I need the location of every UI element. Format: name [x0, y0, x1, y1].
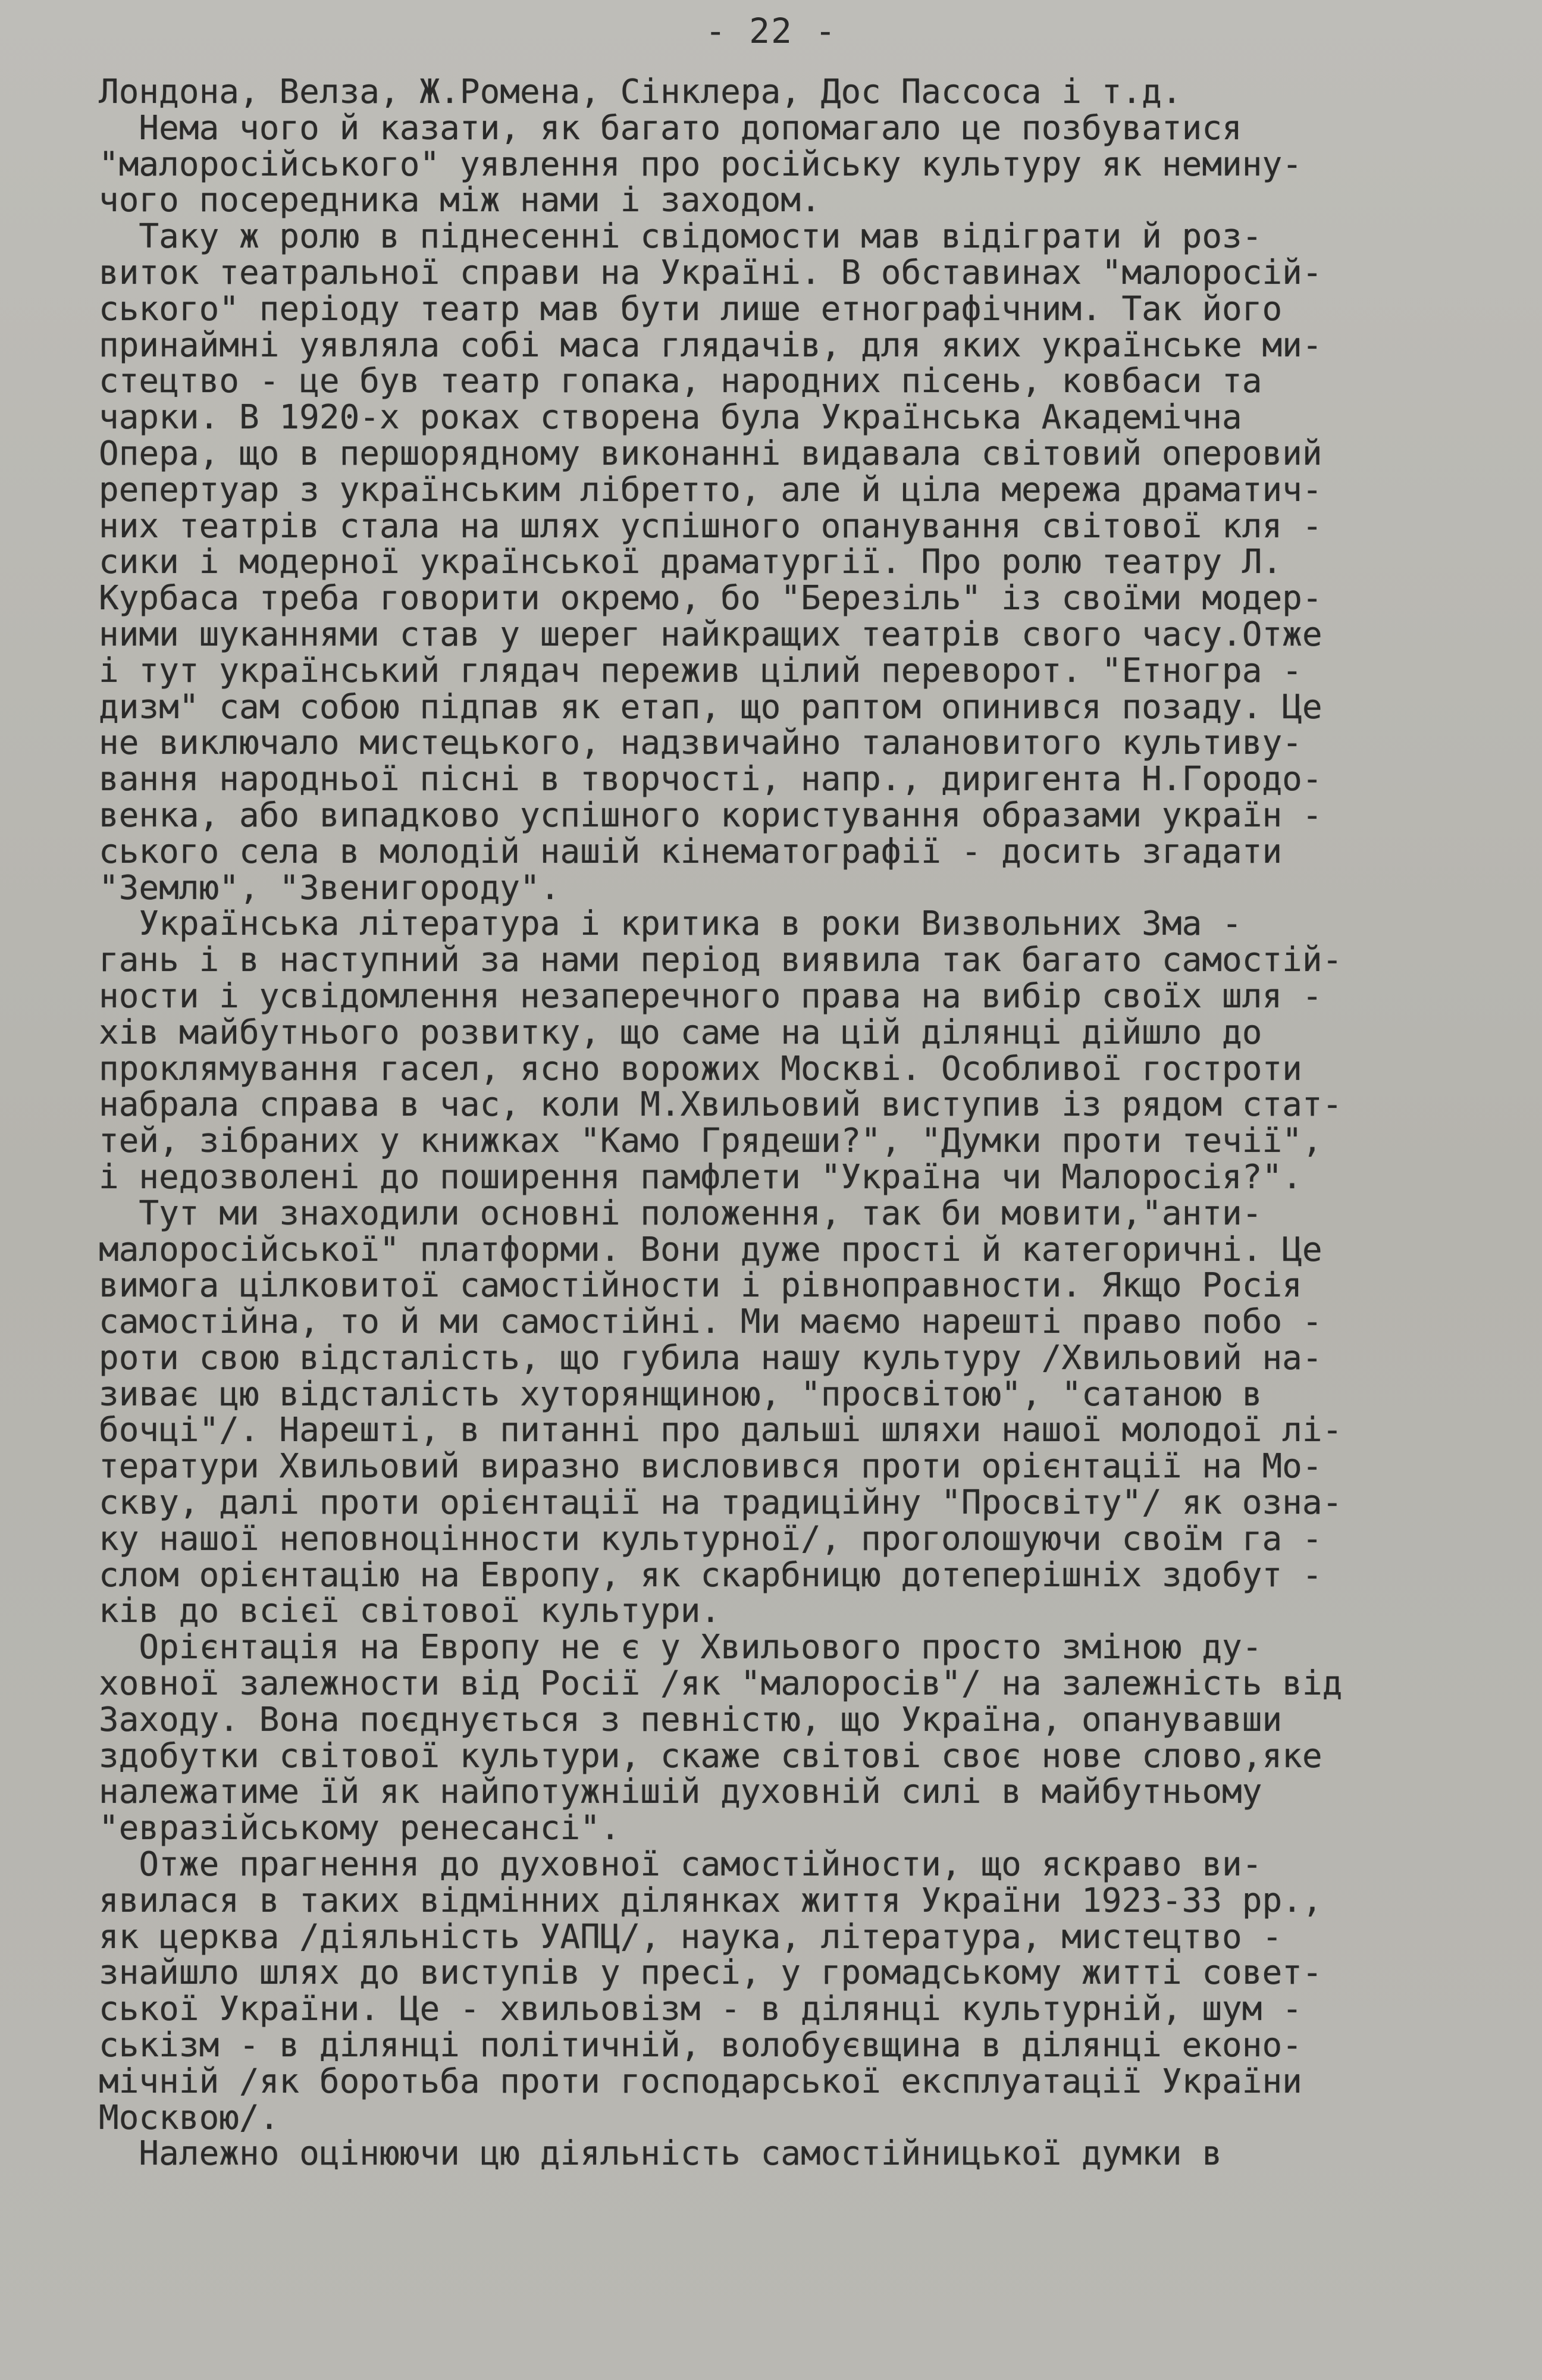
text-line: Отже прагнення до духовної самостійности, що яскраво ви- [99, 1845, 1262, 1884]
text-line: "евразійському ренесансі". [99, 1809, 620, 1848]
text-line: Заходу. Вона поєднується з певністю, що Україна, опанувавши [99, 1700, 1283, 1739]
text-line: Тут ми знаходили основні положення, так би мовити,"анти- [99, 1194, 1262, 1233]
text-line: вання народньої пісні в творчості, напр., диригента Н.Городо- [99, 760, 1322, 799]
text-line: дизм" сам собою підпав як етап, що раптом опинився позаду. Це [99, 687, 1322, 726]
text-line: набрала справа в час, коли М.Хвильовий виступив із рядом стат- [99, 1085, 1343, 1125]
text-line: Орієнтація на Европу не є у Хвильового просто зміною ду- [99, 1628, 1262, 1667]
text-line: Лондона, Велза, Ж.Ромена, Сінклера, Дос Пассоса і т.д. [99, 73, 1182, 111]
text-line: мічній /як боротьба проти господарської експлуатації України [99, 2062, 1302, 2101]
text-line: "малоросійського" уявлення про російську культуру як немину- [99, 145, 1302, 184]
text-line: бочці"/. Нарешті, в питанні про дальші шляхи нашої молодої лі- [99, 1411, 1343, 1450]
text-line: належатиме їй як найпотужнішій духовній силі в майбутньому [99, 1773, 1262, 1812]
text-line: чарки. В 1920-х роках створена була Українська Академічна [99, 398, 1242, 437]
text-line: зиває цю відсталість хуторянщиною, "просвітою", "сатаною в [99, 1374, 1262, 1414]
text-line: "Землю", "Звенигороду". [99, 868, 560, 907]
text-line: виток театральної справи на Україні. В обставинах "малоросій- [99, 253, 1322, 292]
text-line: явилася в таких відмінних ділянках життя України 1923-33 рр., [99, 1881, 1322, 1920]
text-line: здобутки світової культури, скаже світові своє нове слово,яке [99, 1736, 1322, 1775]
text-line: чого посередника між нами і заходом. [99, 181, 821, 220]
text-line: репертуар з українським лібретто, але й ціла мережа драматич- [99, 470, 1322, 509]
text-line: сики і модерної української драматургії. Про ролю театру Л. [99, 543, 1283, 582]
text-line: хів майбутнього розвитку, що саме на цій ділянці дійшло до [99, 1013, 1262, 1052]
text-line: Українська література і критика в роки Визвольних Зма - [99, 904, 1242, 944]
text-line: не виключало мистецького, надзвичайно талановитого культиву- [99, 724, 1302, 763]
text-line: Таку ж ролю в піднесенні свідомости мав відіграти й роз- [99, 217, 1262, 256]
text-line: принаймні уявляла собі маса глядачів, для яких українське ми- [99, 325, 1322, 365]
text-line: ського" періоду театр мав бути лише етнографічним. Так його [99, 289, 1283, 328]
text-body [99, 74, 1467, 2172]
text-line: стецтво - це був театр гопака, народних пісень, ковбаси та [99, 362, 1262, 401]
text-line: малоросійської" платформи. Вони дуже прості й категоричні. Це [99, 1230, 1322, 1269]
text-line: самостійна, то й ми самостійні. Ми маємо нарешті право побо - [99, 1302, 1322, 1342]
text-line: них театрів стала на шлях успішного опанування світової кля - [99, 506, 1322, 546]
text-line: як церква /діяльність УАПЦ/, наука, література, мистецтво - [99, 1917, 1283, 1956]
text-line: Нема чого й казати, як багато допомагало це позбуватися [99, 108, 1242, 148]
text-line: ку нашої неповноцінности культурної/, проголошуючи своїм га - [99, 1519, 1322, 1558]
text-line: ськізм - в ділянці політичній, волобуєвщина в ділянці еконо- [99, 2026, 1302, 2065]
text-line: слом орієнтацію на Европу, як скарбницю дотеперішніх здобут - [99, 1555, 1322, 1595]
text-line: Москвою/. [99, 2098, 280, 2137]
text-line: вимога цілковитої самостійности і рівноправности. Якщо Росія [99, 1266, 1302, 1305]
text-line: венка, або випадково успішного користування образами україн - [99, 796, 1322, 835]
text-line: проклямування гасел, ясно ворожих Москві. Особливої гостроти [99, 1049, 1302, 1088]
text-line: ности і усвідомлення незаперечного права на вибір своїх шля - [99, 976, 1322, 1016]
text-line: Належно оцінюючи цю діяльність самостійницької думки в [99, 2134, 1223, 2174]
text-line: і тут український глядач пережив цілий переворот. "Етногра - [99, 651, 1302, 690]
text-line: знайшло шлях до виступів у пресі, у громадському житті совет- [99, 1953, 1322, 1993]
text-line: ховної залежности від Росії /як "малоросів"/ на залежність від [99, 1664, 1343, 1703]
text-line: і недозволені до поширення памфлети "Україна чи Малоросія?". [99, 1157, 1302, 1197]
text-line: роти свою відсталість, що губила нашу культуру /Хвильовий на- [99, 1338, 1322, 1377]
text-line: ської України. Це - хвильовізм - в ділянці культурній, шум - [99, 1990, 1302, 2029]
text-line: тей, зібраних у книжках "Камо Грядеши?", "Думки проти течії", [99, 1122, 1322, 1161]
page-number: - 22 - [705, 11, 837, 51]
text-line: гань і в наступний за нами період виявила так багато самостій- [99, 941, 1343, 980]
text-line: Курбаса треба говорити окремо, бо "Березіль" із своїми модер- [99, 579, 1322, 618]
text-line: ними шуканнями став у шерег найкращих театрів свого часу.Отже [99, 615, 1322, 654]
text-line: тератури Хвильовий виразно висловився проти орієнтації на Мо- [99, 1447, 1322, 1486]
text-line: ського села в молодій нашій кінематографії - досить згадати [99, 832, 1283, 871]
text-line: Опера, що в першорядному виконанні видавала світовий оперовий [99, 434, 1322, 473]
text-line: ків до всієї світової культури. [99, 1592, 721, 1631]
text-line: скву, далі проти орієнтації на традиційну "Просвіту"/ як озна- [99, 1483, 1343, 1523]
